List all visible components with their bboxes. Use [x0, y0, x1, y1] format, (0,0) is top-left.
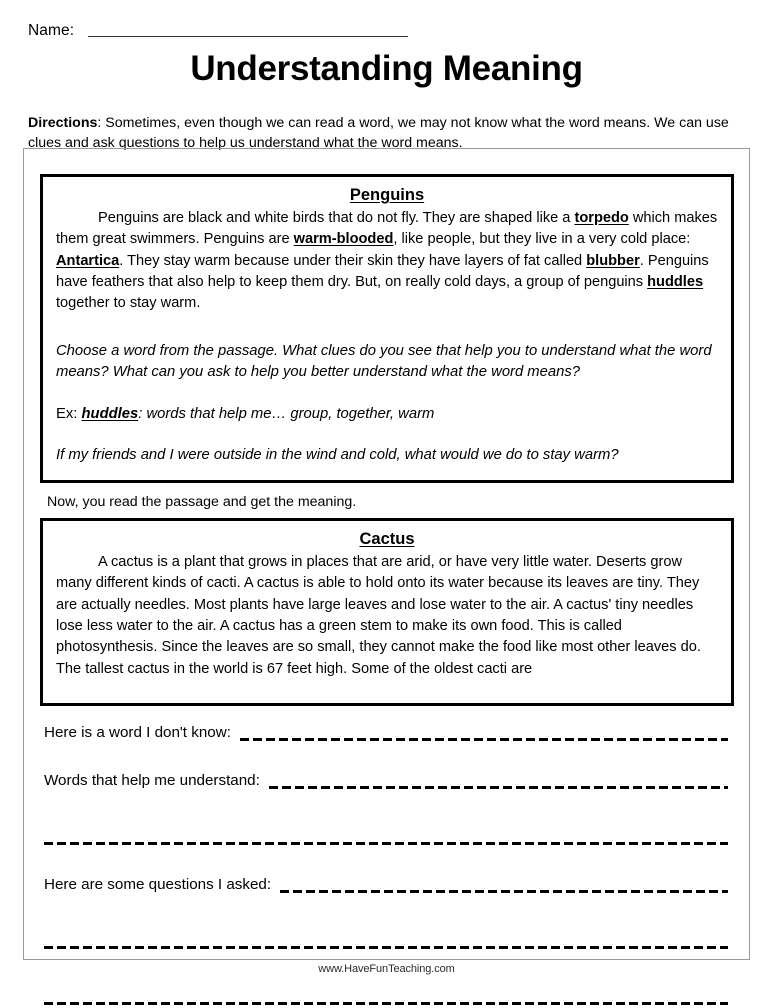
footer-url: www.HaveFunTeaching.com	[318, 963, 455, 975]
answer-line-helpwords[interactable]	[269, 785, 728, 789]
page-title: Understanding Meaning	[190, 49, 583, 88]
interstitial-note: Now, you read the passage and get the meaning.	[47, 494, 357, 510]
penguins-title: Penguins	[349, 186, 425, 204]
answer-line-questions-continued-1[interactable]	[44, 945, 728, 949]
answer-line-word[interactable]	[240, 737, 728, 741]
example-lead: Ex:	[56, 405, 82, 422]
penguins-body	[56, 208, 718, 315]
answer-label-word: Here is a word I don't know:	[44, 724, 231, 742]
answer-line-helpwords-continued[interactable]	[44, 841, 728, 845]
penguins-text-5: . Penguins have feathers that also help to keep them dry. But, on really cold days, a group of penguins	[56, 252, 709, 290]
answer-row-questions	[44, 866, 728, 896]
penguins-text-4: . They stay warm because under their skin they have layers of fat called	[119, 252, 587, 269]
penguins-text-3: , like people, but they live in a very cold place:	[393, 231, 691, 248]
cactus-passage-box	[40, 518, 734, 706]
penguins-passage-box	[40, 174, 734, 483]
answer-row-questions-cont-1	[44, 922, 728, 952]
keyword-blubber: blubber	[586, 252, 640, 269]
name-row	[28, 23, 408, 39]
penguins-text-1: Penguins are black and white birds that do not fly. They are shaped like a	[98, 209, 575, 226]
keyword-torpedo: torpedo	[574, 209, 629, 226]
answer-row-word	[44, 714, 728, 744]
penguins-example-line	[56, 404, 718, 425]
cactus-body: A cactus is a plant that grows in places that are arid, or have very little water. Deserts grow many different kinds of cacti. A cactus is able to hold onto its water because its leaves are tiny. They are actually needles. Most plants have large leaves and lose water to the air. A cactus' tiny needles lose less water to the air. A cactus has a green stem to make its own food. This is called photosynthesis. Since the leaves are so small, they cannot make the food like most other leaves do. The tallest cactus in the world is 67 feet high. Some of the oldest cacti are	[56, 553, 701, 677]
example-rest: : words that help me… group, together, warm	[138, 405, 435, 422]
name-write-line[interactable]	[88, 36, 408, 37]
answer-label-questions: Here are some questions I asked:	[44, 876, 272, 894]
answer-line-questions[interactable]	[280, 889, 728, 893]
answer-row-helpwords	[44, 762, 728, 792]
answer-spacer-1	[44, 744, 728, 762]
penguins-text-6: together to stay warm.	[56, 295, 201, 312]
answer-line-questions-continued-2[interactable]	[44, 1001, 728, 1005]
keyword-huddles: huddles	[647, 273, 704, 290]
keyword-warm-blooded: warm-blooded	[293, 231, 394, 248]
answer-row-questions-cont-2	[44, 978, 728, 1008]
name-label: Name:	[28, 22, 75, 39]
keyword-antartica: Antartica	[56, 252, 120, 269]
penguins-prompt-followup: If my friends and I were outside in the wind and cold, what would we do to stay warm?	[56, 447, 619, 464]
answer-spacer-2	[44, 792, 728, 818]
penguins-prompt-question: Choose a word from the passage. What clues do you see that help you to understand what the word means? What can you ask to help you better understand what the word means?	[56, 342, 712, 381]
answer-spacer-3	[44, 848, 728, 866]
cactus-title: Cactus	[359, 530, 415, 548]
answer-label-helpwords: Words that help me understand:	[44, 772, 260, 790]
answer-row-helpwords-cont	[44, 818, 728, 848]
directions-separator: :	[97, 115, 106, 131]
answer-spacer-4	[44, 896, 728, 922]
directions-text: Sometimes, even though we can read a word, we may not know what the word means. We can use clues and ask questions to help us understand what the word means.	[28, 115, 729, 152]
penguins-text-2: which makes them great swimmers. Penguins are	[56, 209, 718, 248]
directions-label: Directions	[28, 115, 98, 131]
example-word-huddles: huddles	[81, 405, 139, 422]
